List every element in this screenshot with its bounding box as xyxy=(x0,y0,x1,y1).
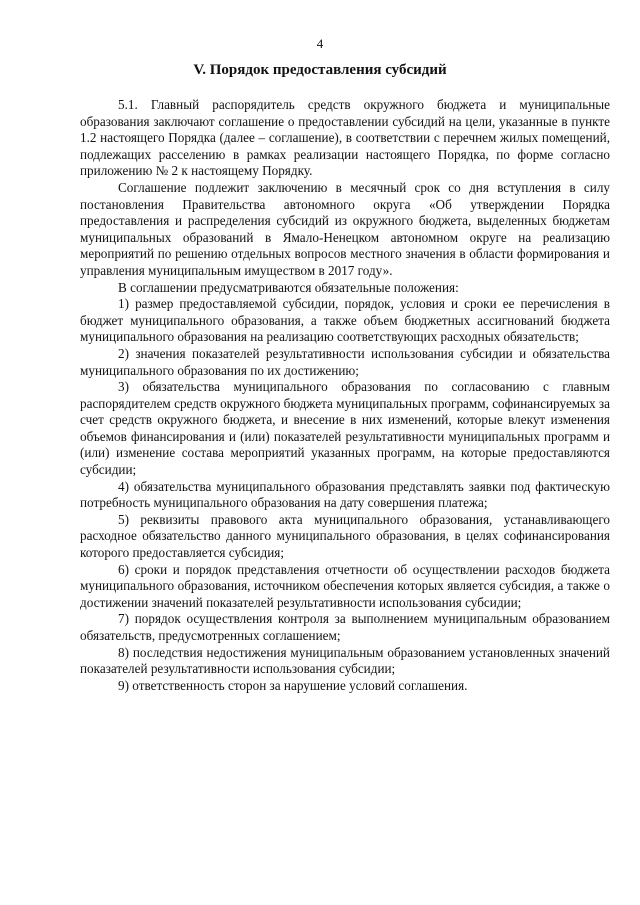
list-item-8: 8) последствия недостижения муниципальным образованием установленных значений показателей результативности использования субсидии; xyxy=(80,644,610,677)
page-number: 4 xyxy=(316,36,324,51)
list-item-3: 3) обязательства муниципального образования по согласованию с главным распорядителем средств окружного бюджета муниципальных программ, софинансируемых за счет средств окружного бюджета, и внесение в них изменений, которые влекут изменения объемов финансирования и (или) показателей результативности муниципальных программ и (или) изменение состава мероприятий указанных программ, на которые предоставляются субсидии; xyxy=(80,379,610,478)
section-heading: V. Порядок предоставления субсидий xyxy=(193,62,447,78)
paragraph-5-1: 5.1. Главный распорядитель средств окружного бюджета и муниципальные образования заключают соглашение о предоставлении субсидий на цели, указанные в пункте 1.2 настоящего Порядка (далее – соглашение), в соответствии с перечнем жилых помещений, подлежащих расселению в рамках реализации настоящего Порядка, по форме согласно приложению № 2 к настоящему Порядку. xyxy=(80,97,610,179)
list-item-2: 2) значения показателей результативности использования субсидии и обязательства муниципального образования по их достижению; xyxy=(80,345,610,378)
paragraph-mandatory-provisions: В соглашении предусматриваются обязательные положения: xyxy=(118,279,459,295)
list-item-4: 4) обязательства муниципального образования представлять заявки под фактическую потребность муниципального образования на дату совершения платежа; xyxy=(80,478,610,511)
list-item-5: 5) реквизиты правового акта муниципального образования, устанавливающего расходное обязательство данного муниципального образования, в целях софинансирования которого предоставляется субсидия; xyxy=(80,511,610,561)
list-item-9: 9) ответственность сторон за нарушение условий соглашения. xyxy=(118,677,468,693)
list-item-6: 6) сроки и порядок представления отчетности об осуществлении расходов бюджета муниципального образования, источником обеспечения которых является субсидия, а также о достижении значений показателей результативности использования субсидии; xyxy=(80,561,610,610)
paragraph-agreement-deadline: Соглашение подлежит заключению в месячный срок со дня вступления в силу постановления Правительства автономного округа «Об утверждении Порядка предоставления и распределения субсидий из окружного бюджета, выделенных бюджетам муниципальных образований в Ямало-Ненецком автономном округе на реализацию мероприятий по решению отдельных вопросов местного значения в области формирования и управления муниципальным имуществом в 2017 году». xyxy=(80,179,610,278)
list-item-7: 7) порядок осуществления контроля за выполнением муниципальным образованием обязательств, предусмотренных соглашением; xyxy=(80,611,610,643)
list-item-1: 1) размер предоставляемой субсидии, порядок, условия и сроки ее перечисления в бюджет муниципального образования, а также объем бюджетных ассигнований бюджета муниципального образования на реализацию соответствующих расходных обязательств; xyxy=(80,296,610,345)
document-body xyxy=(80,97,610,694)
